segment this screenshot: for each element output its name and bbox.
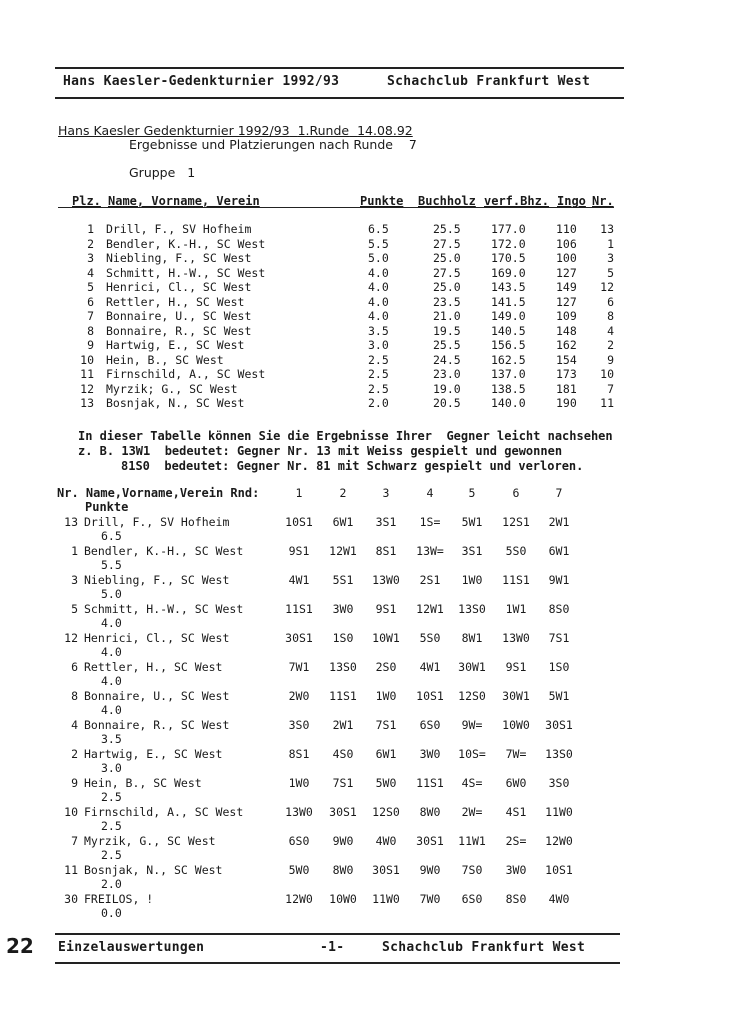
- crosstable-result: 4W1: [288, 573, 310, 587]
- crosstable-result: 5S0: [419, 631, 441, 645]
- standings-nr: 5: [607, 265, 614, 280]
- standings-punkte: 4.0: [368, 265, 389, 280]
- crosstable-result: 11S1: [502, 573, 530, 587]
- crosstable-result: 12S0: [372, 805, 400, 819]
- crosstable-name: Hartwig, E., SC West: [84, 747, 223, 761]
- crosstable-result: 12S1: [502, 515, 530, 529]
- note-line-2: z. B. 13W1 bedeutet: Gegner Nr. 13 mit Weiss gespielt und gewonnen: [78, 444, 563, 458]
- note-line-3: 81S0 bedeutet: Gegner Nr. 81 mit Schwarz gespielt und verloren.: [121, 459, 584, 473]
- crosstable-result: 6S0: [288, 834, 310, 848]
- standings-header-buchholz: Buchholz: [418, 194, 476, 208]
- crosstable-name: Bonnaire, U., SC West: [84, 689, 230, 703]
- crosstable-result: 2S1: [419, 573, 441, 587]
- crosstable-result: 12W0: [285, 892, 313, 906]
- crosstable-result: 30W1: [502, 689, 530, 703]
- crosstable-result: 6S0: [419, 718, 441, 732]
- standings-punkte: 5.0: [368, 251, 389, 265]
- standings-verf: 170.5: [491, 251, 526, 265]
- standings-nr: 9: [607, 352, 614, 367]
- standings-buchholz: 24.5: [433, 352, 461, 367]
- crosstable-nr: 4: [71, 718, 78, 732]
- crosstable-header-label: Nr. Name,Vorname,Verein Rnd:: [57, 486, 260, 500]
- crosstable-round-header: 4: [426, 486, 434, 500]
- standings-plz: 10: [80, 352, 94, 367]
- crosstable-result: 13W0: [372, 573, 400, 587]
- standings-header-nr: Nr.: [592, 194, 614, 208]
- crosstable-result: 7W=: [505, 747, 527, 761]
- crosstable-nr: 8: [71, 689, 78, 703]
- standings-punkte: 3.0: [368, 338, 389, 352]
- crosstable-result: 5W1: [461, 515, 483, 529]
- crosstable-result: 1S0: [548, 660, 570, 674]
- subtitle-tournament: Hans Kaesler Gedenkturnier 1992/93: [58, 123, 290, 138]
- crosstable-punkte: 5.5: [101, 558, 122, 572]
- crosstable-result: 10W0: [502, 718, 530, 732]
- standings-buchholz: 20.5: [433, 396, 461, 410]
- crosstable-result: 12S0: [458, 689, 486, 703]
- crosstable-round-header: 3: [382, 486, 390, 500]
- crosstable-nr: 6: [71, 660, 78, 674]
- crosstable-result: 3W0: [332, 602, 354, 616]
- standings-verf: 140.0: [491, 396, 526, 410]
- standings-header-ingo: Ingo: [557, 194, 586, 208]
- standings-ingo: 148: [556, 323, 577, 338]
- crosstable-result: 7S0: [461, 863, 483, 877]
- crosstable-name: Niebling, F., SC West: [84, 573, 230, 587]
- crosstable-result: 30S1: [285, 631, 313, 645]
- header-top-rule: [55, 67, 624, 69]
- crosstable-name: Schmitt, H.-W., SC West: [84, 602, 244, 616]
- standings-ingo: 162: [556, 338, 577, 352]
- crosstable-nr: 1: [71, 544, 78, 558]
- crosstable-result: 9S1: [375, 602, 397, 616]
- crosstable-result: 6W1: [548, 544, 570, 558]
- standings-buchholz: 25.0: [433, 280, 461, 294]
- crosstable-result: 7W0: [419, 892, 441, 906]
- standings-punkte: 2.5: [368, 367, 389, 381]
- crosstable-punkte: 0.0: [101, 906, 122, 920]
- crosstable-result: 8W1: [461, 631, 483, 645]
- standings-name: Bosnjak, N., SC West: [106, 396, 245, 410]
- standings-nr: 6: [607, 294, 614, 309]
- crosstable-result: 9W=: [461, 718, 483, 732]
- standings-verf: 149.0: [491, 309, 526, 323]
- standings-nr: 2: [607, 338, 614, 352]
- crosstable-result: 12W1: [416, 602, 444, 616]
- standings-buchholz: 25.5: [433, 222, 461, 236]
- subtitle-line: [58, 108, 413, 138]
- crosstable-result: 13S0: [458, 602, 486, 616]
- crosstable-result: 1S0: [332, 631, 354, 645]
- standings-plz: 9: [87, 338, 94, 352]
- standings-name: Henrici, Cl., SC West: [106, 280, 252, 294]
- standings-buchholz: 21.0: [433, 309, 461, 323]
- crosstable-punkte: 3.5: [101, 732, 122, 746]
- crosstable-result: 1W0: [461, 573, 483, 587]
- crosstable-result: 11S1: [329, 689, 357, 703]
- crosstable-nr: 5: [71, 602, 78, 616]
- standings-buchholz: 23.5: [433, 294, 461, 309]
- standings-punkte: 2.5: [368, 381, 389, 396]
- subtitle-round: 1.Runde: [297, 123, 350, 138]
- crosstable-result: 2W0: [288, 689, 310, 703]
- header-bottom-rule: [55, 97, 624, 99]
- footer-center: -1-: [320, 940, 345, 955]
- crosstable-name: Henrici, Cl., SC West: [84, 631, 230, 645]
- crosstable-round-header: 5: [468, 486, 476, 500]
- crosstable-result: 9S1: [505, 660, 527, 674]
- crosstable-result: 8W0: [332, 863, 354, 877]
- standings-nr: 13: [600, 222, 614, 236]
- standings-ingo: 181: [556, 381, 577, 396]
- standings-ingo: 127: [556, 294, 577, 309]
- standings-buchholz: 19.0: [433, 381, 461, 396]
- crosstable-result: 30S1: [545, 718, 573, 732]
- standings-buchholz: 25.0: [433, 251, 461, 265]
- crosstable-nr: 7: [71, 834, 78, 848]
- standings-buchholz: 27.5: [433, 265, 461, 280]
- standings-ingo: 154: [556, 352, 577, 367]
- standings-punkte: 5.5: [368, 236, 389, 251]
- crosstable-name: Drill, F., SV Hofheim: [84, 515, 230, 529]
- crosstable-punkte: 4.0: [101, 616, 122, 630]
- crosstable-result: 9W0: [419, 863, 441, 877]
- standings-header-name: Name, Vorname, Verein: [108, 194, 260, 208]
- crosstable-result: 5S1: [332, 573, 354, 587]
- crosstable-nr: 13: [64, 515, 78, 529]
- crosstable-result: 5W1: [548, 689, 570, 703]
- crosstable-name: Firnschild, A., SC West: [84, 805, 244, 819]
- group-label: Gruppe: [129, 165, 176, 180]
- standings-verf: 138.5: [491, 381, 526, 396]
- standings-verf: 172.0: [491, 236, 526, 251]
- crosstable-result: 9W0: [332, 834, 354, 848]
- crosstable-name: Bonnaire, R., SC West: [84, 718, 230, 732]
- standings-ingo: 190: [556, 396, 577, 410]
- crosstable-result: 4S0: [332, 747, 354, 761]
- crosstable-result: 30W1: [458, 660, 486, 674]
- crosstable-punkte: 4.0: [101, 703, 122, 717]
- standings-ingo: 173: [556, 367, 577, 381]
- crosstable-result: 11S1: [285, 602, 313, 616]
- crosstable-result: 8S0: [548, 602, 570, 616]
- standings-verf: 162.5: [491, 352, 526, 367]
- crosstable-result: 2W1: [548, 515, 570, 529]
- crosstable-result: 11W0: [372, 892, 400, 906]
- crosstable-result: 13W0: [285, 805, 313, 819]
- standings-punkte: 4.0: [368, 294, 389, 309]
- standings-name: Schmitt, H.-W., SC West: [106, 265, 266, 280]
- standings-plz: 4: [87, 265, 94, 280]
- crosstable-result: 11W0: [545, 805, 573, 819]
- crosstable-result: 5W0: [288, 863, 310, 877]
- crosstable-round-header: 6: [512, 486, 520, 500]
- crosstable-result: 3S0: [288, 718, 310, 732]
- standings-buchholz: 23.0: [433, 367, 461, 381]
- standings-punkte: 2.0: [368, 396, 389, 410]
- crosstable-punkte: 2.5: [101, 790, 122, 804]
- crosstable-result: 13W=: [416, 544, 444, 558]
- crosstable-nr: 11: [64, 863, 78, 877]
- crosstable-punkte: 2.5: [101, 819, 122, 833]
- crosstable-result: 3S1: [375, 515, 397, 529]
- standings-buchholz: 19.5: [433, 323, 461, 338]
- standings-nr: 7: [607, 381, 614, 396]
- group-value: 1: [187, 165, 196, 180]
- standings-ingo: 110: [556, 222, 577, 236]
- standings-ingo: 106: [556, 236, 577, 251]
- crosstable-round-header: 1: [295, 486, 303, 500]
- crosstable-result: 1W0: [288, 776, 310, 790]
- crosstable-result: 8S0: [505, 892, 527, 906]
- crosstable-punkte: 5.0: [101, 587, 122, 601]
- crosstable-punkte: 6.5: [101, 529, 122, 543]
- crosstable-result: 12W1: [329, 544, 357, 558]
- crosstable-name: Myrzik, G., SC West: [84, 834, 216, 848]
- crosstable-result: 2S0: [375, 660, 397, 674]
- group-line: [129, 165, 195, 180]
- crosstable-nr: 12: [64, 631, 78, 645]
- crosstable-result: 4W0: [548, 892, 570, 906]
- crosstable-round-header: 7: [555, 486, 563, 500]
- crosstable-result: 4W1: [419, 660, 441, 674]
- crosstable-result: 12W0: [545, 834, 573, 848]
- standings-verf: 137.0: [491, 367, 526, 381]
- standings-ingo: 127: [556, 265, 577, 280]
- crosstable-punkte: 4.0: [101, 645, 122, 659]
- crosstable-result: 2W=: [461, 805, 483, 819]
- crosstable-nr: 30: [64, 892, 78, 906]
- crosstable-result: 8W0: [419, 805, 441, 819]
- crosstable-result: 13S0: [545, 747, 573, 761]
- crosstable-result: 8S1: [375, 544, 397, 558]
- standings-buchholz: 25.5: [433, 338, 461, 352]
- standings-punkte: 2.5: [368, 352, 389, 367]
- crosstable-result: 6S0: [461, 892, 483, 906]
- note-line-1: In dieser Tabelle können Sie die Ergebnisse Ihrer Gegner leicht nachsehen: [78, 429, 613, 443]
- standings-name: Firnschild, A., SC West: [106, 367, 266, 381]
- crosstable-result: 9W1: [548, 573, 570, 587]
- standings-nr: 8: [607, 309, 614, 323]
- standings-verf: 177.0: [491, 222, 526, 236]
- results-round: 7: [408, 137, 417, 152]
- crosstable-result: 30S1: [372, 863, 400, 877]
- crosstable-result: 10S=: [458, 747, 486, 761]
- crosstable-result: 7W1: [288, 660, 310, 674]
- standings-plz: 13: [80, 396, 94, 410]
- crosstable-result: 13W0: [502, 631, 530, 645]
- footer-top-rule: [55, 933, 620, 935]
- page-number: 22: [6, 934, 34, 958]
- standings-plz: 11: [80, 367, 94, 381]
- standings-punkte: 3.5: [368, 323, 389, 338]
- crosstable-result: 11W1: [458, 834, 486, 848]
- standings-punkte: 4.0: [368, 280, 389, 294]
- standings-punkte: 4.0: [368, 309, 389, 323]
- standings-plz: 6: [87, 294, 94, 309]
- standings-name: Bonnaire, R., SC West: [106, 323, 252, 338]
- standings-plz: 2: [87, 236, 94, 251]
- standings-name: Drill, F., SV Hofheim: [106, 222, 252, 236]
- standings-nr: 11: [600, 396, 614, 410]
- crosstable-name: Hein, B., SC West: [84, 776, 202, 790]
- footer-bottom-rule: [55, 962, 620, 964]
- crosstable-result: 1S=: [419, 515, 441, 529]
- standings-verf: 143.5: [491, 280, 526, 294]
- standings-plz: 8: [87, 323, 94, 338]
- standings-plz: 7: [87, 309, 94, 323]
- footer-right: Schachclub Frankfurt West: [382, 940, 586, 955]
- standings-nr: 1: [607, 236, 614, 251]
- standings-verf: 140.5: [491, 323, 526, 338]
- crosstable-header-sub: Punkte: [85, 500, 129, 514]
- standings-nr: 3: [607, 251, 614, 265]
- crosstable-result: 7S1: [332, 776, 354, 790]
- crosstable-result: 7S1: [548, 631, 570, 645]
- crosstable-name: FREILOS, !: [84, 892, 154, 906]
- standings-verf: 156.5: [491, 338, 526, 352]
- crosstable-name: Bendler, K.-H., SC West: [84, 544, 244, 558]
- crosstable-result: 1W0: [375, 689, 397, 703]
- crosstable-result: 1W1: [505, 602, 527, 616]
- header-title-right: Schachclub Frankfurt West: [387, 74, 591, 89]
- standings-nr: 10: [600, 367, 614, 381]
- standings-name: Hein, B., SC West: [106, 352, 224, 367]
- crosstable-result: 2S=: [505, 834, 527, 848]
- standings-name: Rettler, H., SC West: [106, 294, 245, 309]
- crosstable-result: 4S1: [505, 805, 527, 819]
- crosstable-round-header: 2: [339, 486, 347, 500]
- crosstable-result: 30S1: [416, 834, 444, 848]
- crosstable-result: 7S1: [375, 718, 397, 732]
- crosstable-result: 5S0: [505, 544, 527, 558]
- standings-plz: 3: [87, 251, 94, 265]
- crosstable-punkte: 3.0: [101, 761, 122, 775]
- crosstable-result: 10S1: [416, 689, 444, 703]
- standings-verf: 169.0: [491, 265, 526, 280]
- crosstable-result: 3S0: [548, 776, 570, 790]
- standings-name: Bendler, K.-H., SC West: [106, 236, 266, 251]
- crosstable-name: Bosnjak, N., SC West: [84, 863, 223, 877]
- crosstable-result: 6W1: [375, 747, 397, 761]
- crosstable-result: 10S1: [285, 515, 313, 529]
- crosstable-result: 6W0: [505, 776, 527, 790]
- crosstable-result: 6W1: [332, 515, 354, 529]
- crosstable-result: 30S1: [329, 805, 357, 819]
- crosstable-result: 5W0: [375, 776, 397, 790]
- standings-ingo: 149: [556, 280, 577, 294]
- standings-nr: 12: [600, 280, 614, 294]
- standings-verf: 141.5: [491, 294, 526, 309]
- crosstable-nr: 2: [71, 747, 78, 761]
- crosstable-punkte: 2.0: [101, 877, 122, 891]
- crosstable-result: 3S1: [461, 544, 483, 558]
- header-title-left: Hans Kaesler-Gedenkturnier 1992/93: [63, 74, 340, 89]
- standings-ingo: 109: [556, 309, 577, 323]
- crosstable-nr: 9: [71, 776, 78, 790]
- crosstable-result: 13S0: [329, 660, 357, 674]
- crosstable-name: Rettler, H., SC West: [84, 660, 223, 674]
- crosstable-result: 2W1: [332, 718, 354, 732]
- subtitle-date: 14.08.92: [357, 123, 413, 138]
- standings-name: Myrzik; G., SC West: [106, 381, 238, 396]
- standings-header-verf: verf.Bhz.: [484, 194, 550, 208]
- crosstable-result: 10W1: [372, 631, 400, 645]
- crosstable-result: 8S1: [288, 747, 310, 761]
- crosstable-result: 9S1: [288, 544, 310, 558]
- standings-punkte: 6.5: [368, 222, 389, 236]
- crosstable-result: 4W0: [375, 834, 397, 848]
- crosstable-punkte: 2.5: [101, 848, 122, 862]
- results-heading: [129, 137, 417, 152]
- crosstable-nr: 10: [64, 805, 78, 819]
- crosstable-result: 10W0: [329, 892, 357, 906]
- crosstable-result: 3W0: [505, 863, 527, 877]
- footer-left: Einzelauswertungen: [58, 940, 205, 955]
- crosstable-result: 10S1: [545, 863, 573, 877]
- standings-name: Niebling, F., SC West: [106, 251, 252, 265]
- standings-name: Hartwig, E., SC West: [106, 338, 245, 352]
- standings-plz: 12: [80, 381, 94, 396]
- standings-name: Bonnaire, U., SC West: [106, 309, 252, 323]
- standings-header-plz: Plz.: [72, 194, 101, 208]
- crosstable-result: 4S=: [461, 776, 483, 790]
- standings-plz: 1: [87, 222, 94, 236]
- crosstable-nr: 3: [71, 573, 78, 587]
- standings-plz: 5: [87, 280, 94, 294]
- standings-buchholz: 27.5: [433, 236, 461, 251]
- results-heading-text: Ergebnisse und Platzierungen nach Runde: [129, 137, 393, 152]
- crosstable-result: 3W0: [419, 747, 441, 761]
- crosstable-punkte: 4.0: [101, 674, 122, 688]
- standings-ingo: 100: [556, 251, 577, 265]
- standings-nr: 4: [607, 323, 614, 338]
- crosstable-result: 11S1: [416, 776, 444, 790]
- standings-header-punkte: Punkte: [360, 194, 404, 208]
